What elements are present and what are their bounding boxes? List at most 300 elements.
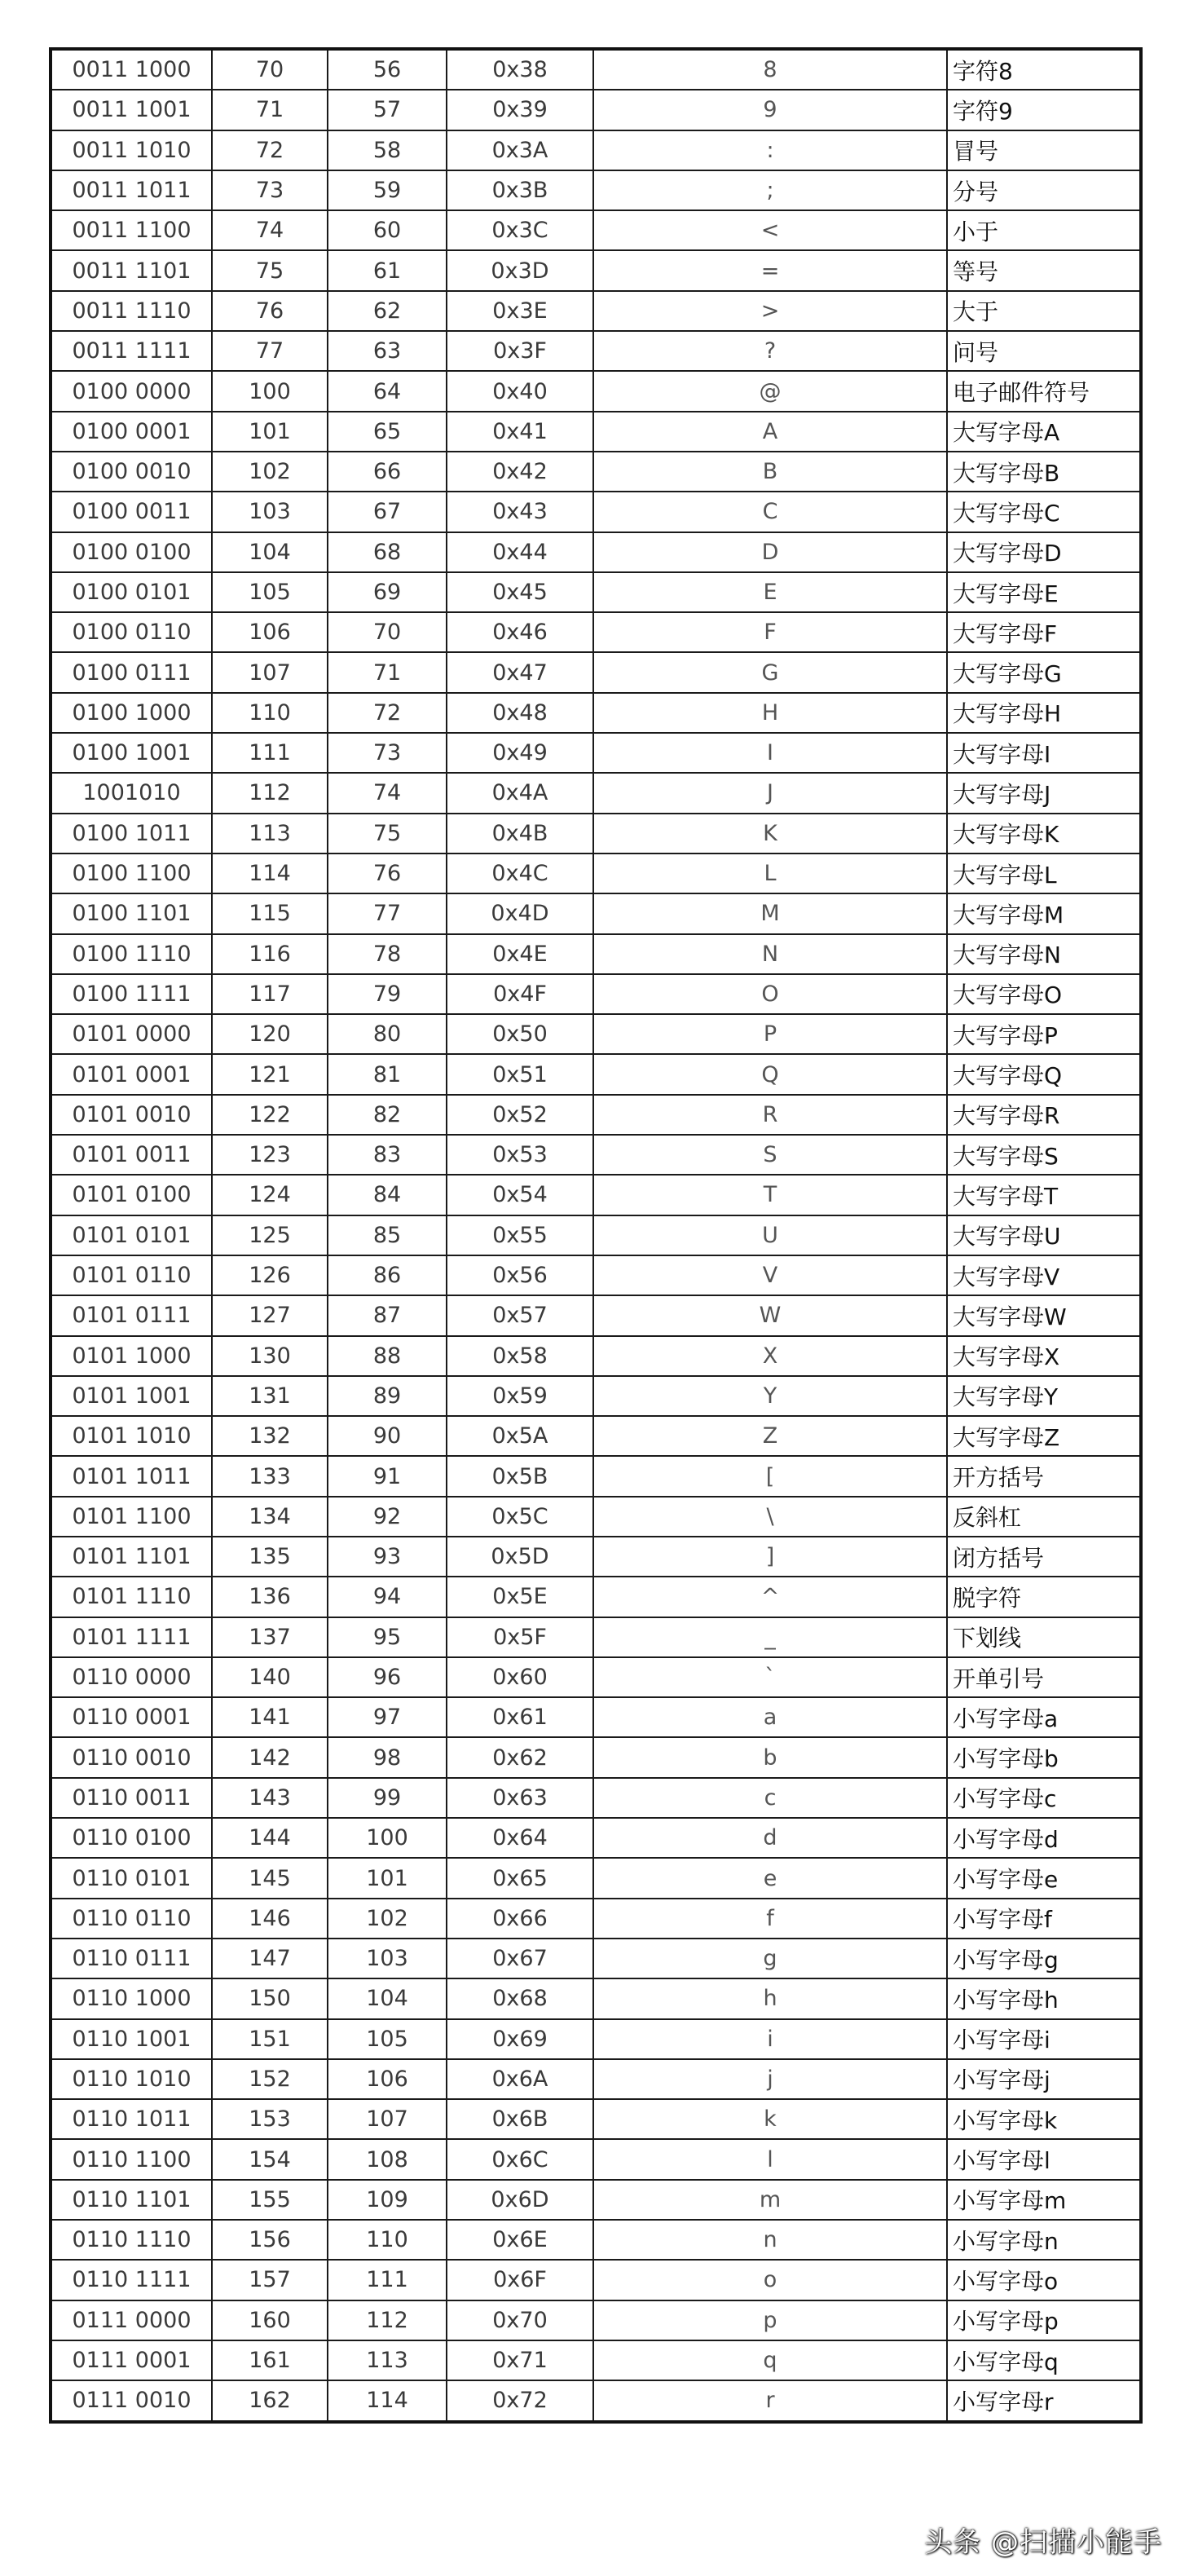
cell-desc: 小写字母b xyxy=(947,1737,1141,1777)
cell-octal: 152 xyxy=(212,2059,328,2099)
cell-char: h xyxy=(593,1978,947,2018)
cell-binary: 0101 0100 xyxy=(51,1175,212,1215)
cell-binary: 0100 0011 xyxy=(51,492,212,532)
cell-octal: 107 xyxy=(212,652,328,692)
cell-desc: 问号 xyxy=(947,331,1141,371)
cell-char: 8 xyxy=(593,49,947,90)
cell-binary: 0100 0010 xyxy=(51,452,212,492)
cell-octal: 123 xyxy=(212,1135,328,1175)
cell-hex: 0x45 xyxy=(447,572,593,612)
cell-octal: 121 xyxy=(212,1054,328,1094)
table-row xyxy=(51,1014,1141,1054)
cell-octal: 74 xyxy=(212,210,328,250)
cell-desc: 大写字母A xyxy=(947,412,1141,452)
cell-hex: 0x46 xyxy=(447,612,593,652)
table-row xyxy=(51,974,1141,1014)
cell-decimal: 79 xyxy=(328,974,447,1014)
table-row xyxy=(51,693,1141,733)
cell-binary: 0100 0100 xyxy=(51,532,212,572)
cell-desc: 大写字母Z xyxy=(947,1416,1141,1456)
table-row xyxy=(51,572,1141,612)
cell-octal: 140 xyxy=(212,1657,328,1697)
cell-octal: 76 xyxy=(212,291,328,331)
cell-char: V xyxy=(593,1255,947,1295)
cell-binary: 0110 1111 xyxy=(51,2260,212,2300)
cell-char: K xyxy=(593,814,947,854)
cell-octal: 136 xyxy=(212,1577,328,1617)
table-row xyxy=(51,2019,1141,2059)
cell-hex: 0x6D xyxy=(447,2180,593,2220)
cell-binary: 0100 1001 xyxy=(51,733,212,773)
cell-desc: 字符8 xyxy=(947,49,1141,90)
cell-hex: 0x41 xyxy=(447,412,593,452)
table-row xyxy=(51,1095,1141,1135)
cell-binary: 0110 1110 xyxy=(51,2220,212,2260)
cell-hex: 0x44 xyxy=(447,532,593,572)
cell-decimal: 92 xyxy=(328,1497,447,1537)
cell-char: b xyxy=(593,1737,947,1777)
table-row xyxy=(51,1899,1141,1939)
cell-hex: 0x6C xyxy=(447,2139,593,2179)
table-row xyxy=(51,2220,1141,2260)
cell-char: ] xyxy=(593,1537,947,1577)
cell-octal: 115 xyxy=(212,893,328,933)
cell-hex: 0x4A xyxy=(447,773,593,813)
cell-octal: 120 xyxy=(212,1014,328,1054)
table-row xyxy=(51,814,1141,854)
cell-char: I xyxy=(593,733,947,773)
cell-desc: 大写字母B xyxy=(947,452,1141,492)
ascii-table-body xyxy=(51,49,1141,2422)
cell-char: U xyxy=(593,1215,947,1255)
cell-binary: 0110 0101 xyxy=(51,1858,212,1898)
cell-decimal: 63 xyxy=(328,331,447,371)
cell-binary: 0100 1000 xyxy=(51,693,212,733)
cell-octal: 112 xyxy=(212,773,328,813)
table-row xyxy=(51,612,1141,652)
cell-octal: 160 xyxy=(212,2300,328,2340)
cell-char: d xyxy=(593,1818,947,1858)
cell-octal: 122 xyxy=(212,1095,328,1135)
cell-desc: 小写字母d xyxy=(947,1818,1141,1858)
cell-hex: 0x53 xyxy=(447,1135,593,1175)
cell-char: L xyxy=(593,854,947,893)
cell-decimal: 58 xyxy=(328,130,447,170)
table-row xyxy=(51,1456,1141,1496)
table-row xyxy=(51,1215,1141,1255)
cell-octal: 101 xyxy=(212,412,328,452)
cell-desc: 小写字母n xyxy=(947,2220,1141,2260)
cell-decimal: 108 xyxy=(328,2139,447,2179)
cell-binary: 0110 1100 xyxy=(51,2139,212,2179)
cell-desc: 脱字符 xyxy=(947,1577,1141,1617)
cell-desc: 大写字母W xyxy=(947,1295,1141,1335)
cell-desc: 小写字母g xyxy=(947,1939,1141,1978)
cell-desc: 大写字母S xyxy=(947,1135,1141,1175)
cell-octal: 146 xyxy=(212,1899,328,1939)
cell-hex: 0x3A xyxy=(447,130,593,170)
cell-desc: 大写字母L xyxy=(947,854,1141,893)
cell-binary: 0110 0000 xyxy=(51,1657,212,1697)
cell-decimal: 103 xyxy=(328,1939,447,1978)
cell-decimal: 85 xyxy=(328,1215,447,1255)
cell-decimal: 90 xyxy=(328,1416,447,1456)
table-row xyxy=(51,371,1141,411)
cell-octal: 131 xyxy=(212,1376,328,1416)
cell-desc: 大写字母E xyxy=(947,572,1141,612)
cell-desc: 小写字母l xyxy=(947,2139,1141,2179)
cell-desc: 大写字母X xyxy=(947,1336,1141,1376)
cell-char: n xyxy=(593,2220,947,2260)
table-row xyxy=(51,2180,1141,2220)
table-row xyxy=(51,1175,1141,1215)
cell-desc: 大于 xyxy=(947,291,1141,331)
cell-octal: 153 xyxy=(212,2099,328,2139)
cell-char: E xyxy=(593,572,947,612)
cell-octal: 157 xyxy=(212,2260,328,2300)
cell-char: j xyxy=(593,2059,947,2099)
cell-char: p xyxy=(593,2300,947,2340)
cell-hex: 0x5E xyxy=(447,1577,593,1617)
cell-binary: 0101 0101 xyxy=(51,1215,212,1255)
cell-char: i xyxy=(593,2019,947,2059)
cell-char: f xyxy=(593,1899,947,1939)
cell-hex: 0x38 xyxy=(447,49,593,90)
cell-octal: 116 xyxy=(212,934,328,974)
cell-octal: 71 xyxy=(212,90,328,130)
cell-char: N xyxy=(593,934,947,974)
cell-octal: 143 xyxy=(212,1778,328,1818)
cell-octal: 141 xyxy=(212,1697,328,1737)
table-row xyxy=(51,1497,1141,1537)
cell-decimal: 70 xyxy=(328,612,447,652)
cell-char: G xyxy=(593,652,947,692)
cell-decimal: 74 xyxy=(328,773,447,813)
cell-binary: 0110 1000 xyxy=(51,1978,212,2018)
cell-octal: 104 xyxy=(212,532,328,572)
cell-decimal: 82 xyxy=(328,1095,447,1135)
cell-hex: 0x70 xyxy=(447,2300,593,2340)
cell-desc: 大写字母M xyxy=(947,893,1141,933)
cell-char: B xyxy=(593,452,947,492)
cell-hex: 0x55 xyxy=(447,1215,593,1255)
table-row xyxy=(51,452,1141,492)
cell-char: M xyxy=(593,893,947,933)
cell-hex: 0x69 xyxy=(447,2019,593,2059)
cell-char: a xyxy=(593,1697,947,1737)
cell-char: = xyxy=(593,250,947,290)
cell-hex: 0x4E xyxy=(447,934,593,974)
table-row xyxy=(51,2380,1141,2421)
cell-binary: 0011 1110 xyxy=(51,291,212,331)
cell-desc: 小写字母c xyxy=(947,1778,1141,1818)
cell-binary: 0101 0010 xyxy=(51,1095,212,1135)
cell-decimal: 59 xyxy=(328,170,447,210)
cell-octal: 75 xyxy=(212,250,328,290)
cell-decimal: 113 xyxy=(328,2340,447,2380)
cell-hex: 0x50 xyxy=(447,1014,593,1054)
cell-char: Q xyxy=(593,1054,947,1094)
table-row xyxy=(51,170,1141,210)
cell-hex: 0x57 xyxy=(447,1295,593,1335)
cell-desc: 小于 xyxy=(947,210,1141,250)
cell-hex: 0x48 xyxy=(447,693,593,733)
cell-hex: 0x47 xyxy=(447,652,593,692)
cell-binary: 0101 0000 xyxy=(51,1014,212,1054)
table-row xyxy=(51,210,1141,250)
cell-char: Y xyxy=(593,1376,947,1416)
cell-decimal: 86 xyxy=(328,1255,447,1295)
cell-desc: 小写字母f xyxy=(947,1899,1141,1939)
cell-desc: 大写字母Q xyxy=(947,1054,1141,1094)
table-row xyxy=(51,1617,1141,1657)
cell-char: < xyxy=(593,210,947,250)
cell-decimal: 105 xyxy=(328,2019,447,2059)
table-row xyxy=(51,2059,1141,2099)
cell-decimal: 84 xyxy=(328,1175,447,1215)
table-row xyxy=(51,90,1141,130)
cell-binary: 0100 0111 xyxy=(51,652,212,692)
table-row xyxy=(51,492,1141,532)
cell-octal: 113 xyxy=(212,814,328,854)
cell-binary: 0011 1100 xyxy=(51,210,212,250)
table-row xyxy=(51,130,1141,170)
table-row xyxy=(51,1537,1141,1577)
cell-desc: 小写字母q xyxy=(947,2340,1141,2380)
cell-char: C xyxy=(593,492,947,532)
cell-decimal: 77 xyxy=(328,893,447,933)
cell-decimal: 65 xyxy=(328,412,447,452)
cell-char: ? xyxy=(593,331,947,371)
cell-binary: 0101 0111 xyxy=(51,1295,212,1335)
table-row xyxy=(51,2099,1141,2139)
cell-hex: 0x3C xyxy=(447,210,593,250)
cell-desc: 小写字母p xyxy=(947,2300,1141,2340)
cell-char: k xyxy=(593,2099,947,2139)
cell-decimal: 61 xyxy=(328,250,447,290)
cell-decimal: 68 xyxy=(328,532,447,572)
table-row xyxy=(51,2340,1141,2380)
table-row xyxy=(51,1697,1141,1737)
cell-octal: 124 xyxy=(212,1175,328,1215)
table-row xyxy=(51,291,1141,331)
cell-hex: 0x68 xyxy=(447,1978,593,2018)
cell-hex: 0x5A xyxy=(447,1416,593,1456)
cell-hex: 0x4B xyxy=(447,814,593,854)
cell-char: A xyxy=(593,412,947,452)
cell-char: ; xyxy=(593,170,947,210)
cell-decimal: 112 xyxy=(328,2300,447,2340)
table-row xyxy=(51,733,1141,773)
cell-hex: 0x59 xyxy=(447,1376,593,1416)
table-row xyxy=(51,2300,1141,2340)
cell-hex: 0x6F xyxy=(447,2260,593,2300)
cell-binary: 0100 1111 xyxy=(51,974,212,1014)
cell-hex: 0x71 xyxy=(447,2340,593,2380)
cell-desc: 大写字母H xyxy=(947,693,1141,733)
cell-octal: 145 xyxy=(212,1858,328,1898)
table-row xyxy=(51,1135,1141,1175)
cell-binary: 0111 0000 xyxy=(51,2300,212,2340)
cell-desc: 大写字母V xyxy=(947,1255,1141,1295)
cell-octal: 154 xyxy=(212,2139,328,2179)
cell-char: D xyxy=(593,532,947,572)
cell-binary: 0110 0010 xyxy=(51,1737,212,1777)
cell-hex: 0x6B xyxy=(447,2099,593,2139)
cell-char: J xyxy=(593,773,947,813)
cell-desc: 小写字母i xyxy=(947,2019,1141,2059)
cell-binary: 0100 0000 xyxy=(51,371,212,411)
cell-hex: 0x6A xyxy=(447,2059,593,2099)
cell-hex: 0x39 xyxy=(447,90,593,130)
cell-hex: 0x6E xyxy=(447,2220,593,2260)
cell-char: [ xyxy=(593,1456,947,1496)
table-row xyxy=(51,1054,1141,1094)
cell-hex: 0x64 xyxy=(447,1818,593,1858)
table-row xyxy=(51,854,1141,893)
cell-desc: 大写字母Y xyxy=(947,1376,1141,1416)
cell-desc: 小写字母a xyxy=(947,1697,1141,1737)
cell-octal: 127 xyxy=(212,1295,328,1335)
cell-octal: 111 xyxy=(212,733,328,773)
cell-char: P xyxy=(593,1014,947,1054)
cell-hex: 0x5C xyxy=(447,1497,593,1537)
cell-decimal: 76 xyxy=(328,854,447,893)
cell-binary: 0011 1111 xyxy=(51,331,212,371)
cell-binary: 0101 1100 xyxy=(51,1497,212,1537)
cell-desc: 等号 xyxy=(947,250,1141,290)
table-row xyxy=(51,49,1141,90)
table-row xyxy=(51,1416,1141,1456)
cell-binary: 0101 0001 xyxy=(51,1054,212,1094)
cell-octal: 106 xyxy=(212,612,328,652)
table-row xyxy=(51,1939,1141,1978)
cell-binary: 0110 1001 xyxy=(51,2019,212,2059)
cell-desc: 开单引号 xyxy=(947,1657,1141,1697)
cell-binary: 0110 1011 xyxy=(51,2099,212,2139)
table-row xyxy=(51,1737,1141,1777)
table-row xyxy=(51,934,1141,974)
cell-char: @ xyxy=(593,371,947,411)
cell-binary: 0110 0111 xyxy=(51,1939,212,1978)
cell-desc: 大写字母O xyxy=(947,974,1141,1014)
cell-octal: 117 xyxy=(212,974,328,1014)
cell-hex: 0x56 xyxy=(447,1255,593,1295)
cell-decimal: 62 xyxy=(328,291,447,331)
cell-octal: 151 xyxy=(212,2019,328,2059)
cell-char: F xyxy=(593,612,947,652)
cell-hex: 0x5D xyxy=(447,1537,593,1577)
cell-desc: 电子邮件符号 xyxy=(947,371,1141,411)
cell-binary: 1001010 xyxy=(51,773,212,813)
cell-binary: 0101 1000 xyxy=(51,1336,212,1376)
cell-decimal: 93 xyxy=(328,1537,447,1577)
cell-desc: 小写字母m xyxy=(947,2180,1141,2220)
cell-octal: 137 xyxy=(212,1617,328,1657)
cell-decimal: 102 xyxy=(328,1899,447,1939)
cell-decimal: 110 xyxy=(328,2220,447,2260)
cell-desc: 大写字母K xyxy=(947,814,1141,854)
cell-binary: 0100 1101 xyxy=(51,893,212,933)
cell-octal: 135 xyxy=(212,1537,328,1577)
cell-desc: 小写字母e xyxy=(947,1858,1141,1898)
cell-decimal: 73 xyxy=(328,733,447,773)
cell-hex: 0x4D xyxy=(447,893,593,933)
cell-desc: 反斜杠 xyxy=(947,1497,1141,1537)
cell-decimal: 69 xyxy=(328,572,447,612)
cell-decimal: 75 xyxy=(328,814,447,854)
cell-char: R xyxy=(593,1095,947,1135)
table-row xyxy=(51,2139,1141,2179)
cell-char: X xyxy=(593,1336,947,1376)
cell-binary: 0011 1101 xyxy=(51,250,212,290)
cell-octal: 142 xyxy=(212,1737,328,1777)
table-row xyxy=(51,532,1141,572)
cell-octal: 100 xyxy=(212,371,328,411)
table-row xyxy=(51,773,1141,813)
cell-char: q xyxy=(593,2340,947,2380)
cell-decimal: 60 xyxy=(328,210,447,250)
cell-decimal: 78 xyxy=(328,934,447,974)
cell-decimal: 80 xyxy=(328,1014,447,1054)
cell-desc: 大写字母J xyxy=(947,773,1141,813)
cell-octal: 77 xyxy=(212,331,328,371)
cell-desc: 大写字母G xyxy=(947,652,1141,692)
table-row xyxy=(51,1858,1141,1898)
cell-char: l xyxy=(593,2139,947,2179)
cell-binary: 0011 1011 xyxy=(51,170,212,210)
cell-decimal: 83 xyxy=(328,1135,447,1175)
cell-binary: 0100 1011 xyxy=(51,814,212,854)
cell-desc: 小写字母h xyxy=(947,1978,1141,2018)
cell-hex: 0x62 xyxy=(447,1737,593,1777)
cell-binary: 0101 1101 xyxy=(51,1537,212,1577)
cell-char: m xyxy=(593,2180,947,2220)
cell-desc: 大写字母N xyxy=(947,934,1141,974)
cell-binary: 0110 0011 xyxy=(51,1778,212,1818)
cell-decimal: 88 xyxy=(328,1336,447,1376)
cell-binary: 0100 0110 xyxy=(51,612,212,652)
table-row xyxy=(51,2260,1141,2300)
cell-hex: 0x49 xyxy=(447,733,593,773)
table-row xyxy=(51,331,1141,371)
table-row xyxy=(51,893,1141,933)
cell-char: H xyxy=(593,693,947,733)
cell-binary: 0101 1110 xyxy=(51,1577,212,1617)
cell-octal: 125 xyxy=(212,1215,328,1255)
cell-desc: 小写字母r xyxy=(947,2380,1141,2421)
cell-octal: 156 xyxy=(212,2220,328,2260)
cell-decimal: 114 xyxy=(328,2380,447,2421)
cell-decimal: 67 xyxy=(328,492,447,532)
cell-binary: 0101 0110 xyxy=(51,1255,212,1295)
cell-binary: 0111 0010 xyxy=(51,2380,212,2421)
cell-desc: 下划线 xyxy=(947,1617,1141,1657)
cell-desc: 冒号 xyxy=(947,130,1141,170)
cell-hex: 0x4C xyxy=(447,854,593,893)
cell-char: c xyxy=(593,1778,947,1818)
cell-binary: 0110 1010 xyxy=(51,2059,212,2099)
table-row xyxy=(51,1295,1141,1335)
cell-octal: 144 xyxy=(212,1818,328,1858)
cell-char: W xyxy=(593,1295,947,1335)
cell-desc: 大写字母C xyxy=(947,492,1141,532)
cell-decimal: 104 xyxy=(328,1978,447,2018)
table-row xyxy=(51,1978,1141,2018)
cell-octal: 133 xyxy=(212,1456,328,1496)
cell-desc: 大写字母T xyxy=(947,1175,1141,1215)
cell-hex: 0x54 xyxy=(447,1175,593,1215)
